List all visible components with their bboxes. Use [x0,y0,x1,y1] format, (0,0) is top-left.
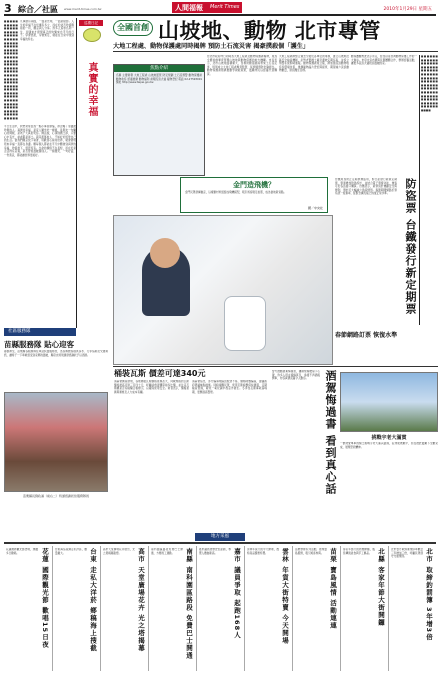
feature-byline: 國／中央社 [307,206,323,210]
bottom-column-title: 南縣 南科園區路段 免費巴士開通 [185,548,193,660]
logo-cn: 人間福報 [175,3,203,12]
bottom-band-label [195,533,245,541]
focus-sidebar-title: 焦點介紹 [114,65,204,72]
cycle-body: 一群熱愛單車的騎士挑戰宇老大滿貫路線，沿途爬坡艱辛，但在彼此鼓勵下全數完成，展現堅毅精神。 [340,442,438,449]
bottom-column [388,546,436,671]
mid-rule [113,366,438,367]
column-body-top: 凡事總有兩面，一面是光明，一面是陰影。人生的幸福不在於擁有多少，而在於能否珍惜眼前的一切，願意與人分享。許多人追求名利一生，到頭來才發現真正的快樂來自平凡的日子。學會感恩，學會知足，就能在日常中找到幸福的所在。 [20,20,74,41]
bottom-column-body: 北市警方取締違規停車數量三年增加三倍，呼籲民眾遵守交通規則。 [391,548,423,559]
column-badge-label: 巡禮日記 [84,21,98,25]
feature-body: 金門民眾發揮創意，以廢棄材料組裝成飛機模型，吸引遊客駐足拍照，成為當地新景點。 [185,191,287,194]
headline-rule [113,51,438,52]
cycle-photo [340,372,438,432]
top-story-headline: 山坡地、動物 北市專管 [158,18,381,43]
main-photo [113,215,333,365]
bottom-column-body: 花蓮國際觀光節登場，連續多日歡唱。 [6,548,38,555]
kicker-label: 全國首創 [117,23,149,32]
cycle-caption: 挑戰宇老大滿貫 [371,435,407,441]
bottom-column [100,546,148,671]
bottom-column-title: 北縣 客家年節大街開鑼 [377,548,385,627]
column-body-mid: 平日生活中，我們常常因為一點小事而煩惱，卻忽略了身邊最珍貴的人。真實的幸福，是家人圍坐吃一頓飯，是朋友一句關心的問候，是孩子天真的笑容。佛法說，心淨則國土淨，只要心中有光，處處都是淨土。與其羨慕他人，不如好好經營自己的生活。當我們願意放下執著，用歡喜心看待世界，就會發現原來幸福一直都在身邊。願每個人都能在平凡中體會到真實的幸福，珍惜當下，感恩所有。生命的價值不在長短，而在於是否活得有意義，是否曾經溫暖過別人。一個微笑、一句好話、一份善意，都能讓世界更美好。 [4,125,76,157]
community-photo-caption: 苗栗縣長劉政鴻（前右二）特頒感謝狀給服務隊員 [22,494,89,498]
top-story-body-1: 台北市政府昨日同時為大地工程處及動物保護處揭牌，成為全國首創專責管理山坡地與動物保護的地方機關。市長表示，北市山坡地面積廣大，為預防颱風豪雨帶來土石流災害，特別成立大地工程處專責監管，從源頭預防危險發生。動物保護處則將推動零撲殺政策，鼓勵市民以認養代替購買。 [207,55,277,76]
community-photo [4,392,108,492]
logo-en: Merit Times [210,4,240,10]
bottom-column [52,546,100,671]
bottom-column [244,546,292,671]
bottom-column-title: 北市 取締釣罰簿 3年增3倍 [425,548,433,641]
column-logo-icon [83,28,101,42]
gas-body-1: 消基會調查發現，各地桶裝瓦斯價格差異甚大，同樣規格的瓦斯價差最高可達三百四十元，呼籲消費者購買前多比價，並注意瓦斯桶是否有檢驗合格標示，以確保使用安全。業者表示，價格差異與運費及人力成本有關。 [114,380,189,394]
community-body: 春節將至，苗栗縣各服務隊在車站設置服務台，為返鄉旅客提供茶水、行李協助及交通資訊，讓遊子一下車就感受到家鄉的溫暖，縣府也特別頒發感謝狀予以表揚。 [4,350,108,357]
top-story-body-2: 大地工程處將整合過去分散於各單位的業務，建立山坡地社區安全檢查機制，針對老舊擋土牆及邊坡定期巡查，並設立預警系統即時通報。動物保護處成立後，將加強流浪動物收容所環境改善，推廣寵物晶片登記與絕育，期望減少流浪動物數量，達到護生目標。 [279,55,349,73]
focus-sidebar-body: 名稱 主要業務 大地工程處 山坡地監管 防災規劃 土石流預警 動物保護處 動物收容 認養推廣 動物福利 處理流浪犬貓 寵物登記 電話 02-27593001 網址 http://www.taipei.gov.tw [116,74,202,85]
column-divider [76,18,77,328]
photo-face [150,238,180,268]
bottom-column-body: 南科園區路段免費巴士開通，方便員工通勤。 [151,548,183,555]
right-divider [419,55,420,325]
site-url: www.merit-times.com.tw [64,7,102,11]
page-header [4,2,436,16]
issue-date: 2010年1月29日 星期五 [383,7,432,12]
feature-box [180,177,328,213]
page-number: 3 [4,2,12,15]
right-strip-text: ■■■■■■■■■■■■■■■■■■■■■■■■■■■■■■■■■■■■■■■■■■■■■■■■■■■■■■■■■■■■■■■■■■■■■■■■■■■■■■■■■■■■■■■■■■■■■■ [421,55,438,112]
bottom-band-rule [4,542,436,544]
bottom-column [148,546,196,671]
focus-sidebar [113,64,205,176]
drunk-title: 酒駕悔過書 看到真心話 [324,370,337,495]
bottom-column-title: 花蓮 國際觀光節 歡唱15日夜 [41,548,49,649]
stamps-title: 防盜票 台鐵發行新定期票 [404,178,417,315]
stamps-body: 台鐵局為防止定期票遭盜用，即日起發行新版定期票，票面增加防偽設計，並結合電子票證功能，旅客可於各站窗口購買。台鐵表示，新票設計兼顧安全與便利，預計可大幅減少偽造情形。春節期間網路訂票系統一度塞車，經緊急擴充後已恢復正常水準。 [335,178,397,196]
bottom-column-title: 嘉市 議員爭取 起跑168人 [233,548,241,639]
top-story-body-3: 動保團體對此表示肯定，認為這是台灣動物保護工作的一大進步。市府也宣布將與民間團體合作，舉辦認養活動，讓更多流浪犬貓找到溫暖的家。 [351,55,417,66]
bottom-column-body: 客家年節大街熱鬧開鑼，販售傳統美食與手工藝品。 [343,548,375,555]
bottom-column-body: 嘉市議員選舉登記起跑，參選人數創新高。 [199,548,231,555]
bottom-column [196,546,244,671]
top-story-subhead: 大地工程處、動物保護處同時揭牌 預防土石流災害 揭豪撲殺個「護生」 [113,43,310,50]
bottom-column [340,546,388,671]
bottom-column [4,546,52,671]
bottom-band [4,546,436,671]
bottom-column [292,546,340,671]
bottom-column-title: 台東 走私大洋菸 鄉稿海上搜截 [89,548,97,653]
drunk-body: 警方推動酒駕悔過書，讓違規駕駛寫下心聲，許多人坦言後悔莫及，承諾不再酒後開車，內容真情流露令人動容。 [272,370,320,381]
column-badge [79,20,103,26]
bottom-column-body: 雲林年貨大街今天開場，農特產品優惠特賣。 [247,548,279,555]
feature-title: 金門造飛機？ [233,181,275,189]
gas-body-2: 消基會指出，部分偏遠地區因配送不易，價格明顯偏高，建議政府研議補貼措施。同時提醒民眾，使用瓦斯時應保持通風，定期檢查管線，避免一氧化碳中毒意外發生。冬季為瓦斯事故高峰期，更應提高警覺。 [192,380,267,394]
bottom-column-title: 高市 天堂廣場花卉 光之塔揭幕 [137,548,145,653]
bottom-column-body: 台東海巡查獲走私洋菸，數量龐大。 [55,548,87,555]
left-strip-text: ■■■■■■■■■■■■■■■■■■■■■■■■■■■■■■■■■■■■■■■■■■■■■■■■■■■■■■■■■■■■■■■■■■■■■■■■■■■■■■■■■■■■■■■■■■■■■■■■■■■■■■■■■■■■■■■■■■■■■■■■■■■■■■■■■■■■■■■■■■■■ [4,20,18,120]
photo-bottle [224,296,266,351]
bottom-column-body: 高市天堂廣場花卉展出，光之塔揭幕點燈。 [103,548,135,555]
bottom-band-label-text: 地方采風 [211,534,229,539]
stamps-subtitle: 春節網路訂票 恢復水準 [335,332,398,339]
community-tag-label: 社區服務隊 [8,329,31,334]
community-tag [4,328,76,336]
top-story-kicker [113,20,153,36]
gas-title: 桶裝瓦斯 價差可達340元 [114,369,206,378]
community-title: 苗縣服務隊 貼心迎客 [4,340,75,349]
masthead-logo [172,2,242,13]
bottom-column-title: 苗栗 寶島風情 活動連連 [329,548,337,630]
column-title: 真實的幸福 [86,62,97,117]
section-title: 綜合／社區 [18,5,58,14]
bottom-column-body: 苗栗舉辦系列活動，展現寶島風情，吸引遊客參與。 [295,548,327,555]
bottom-column-title: 雲林 年貨大街特賣 今天開場 [281,548,289,645]
